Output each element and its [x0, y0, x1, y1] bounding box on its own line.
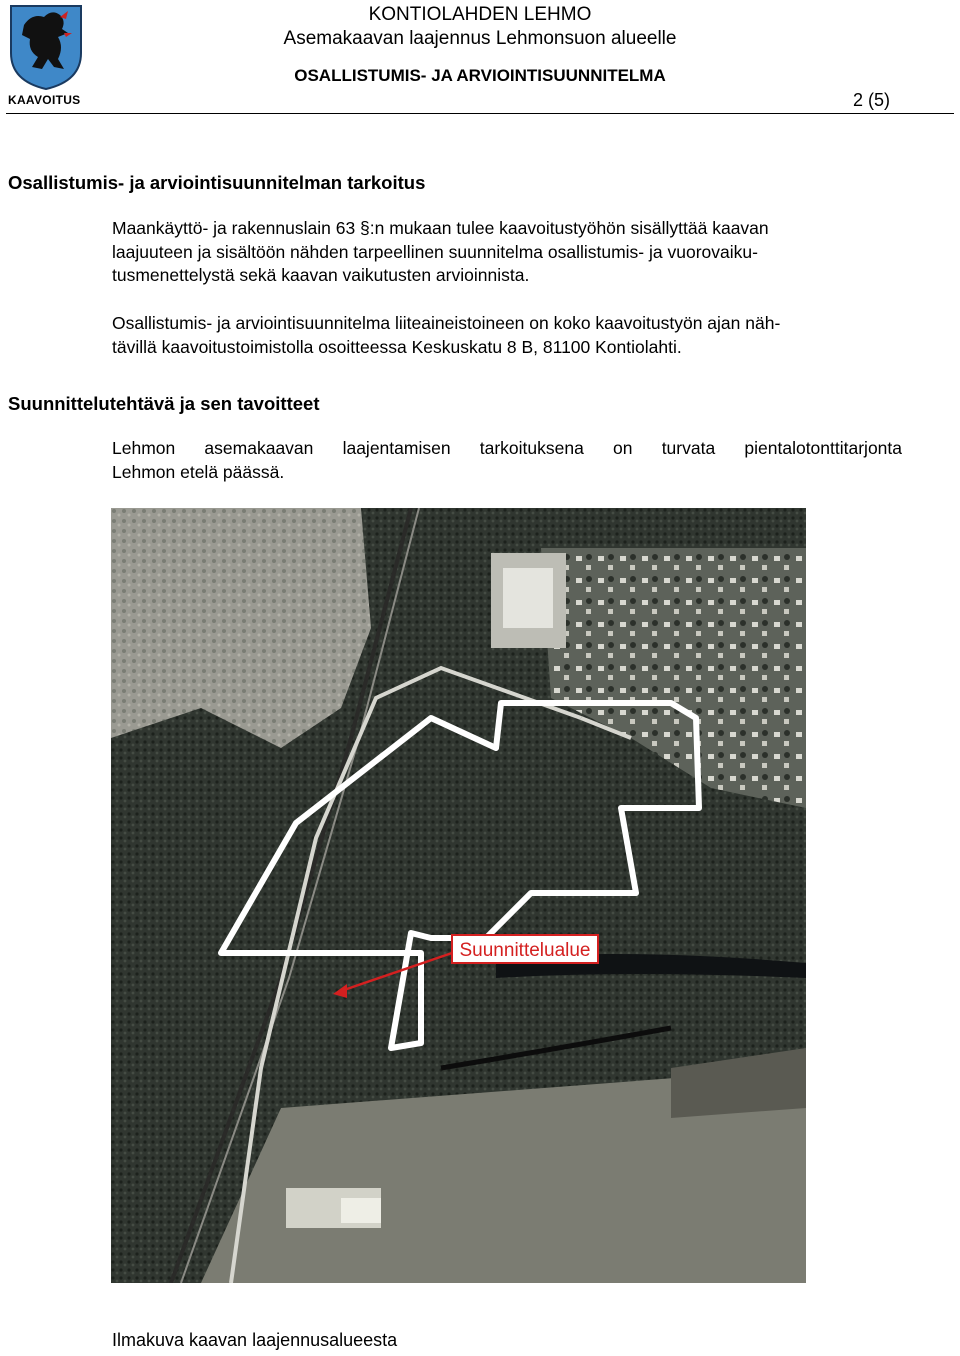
department-label: KAAVOITUS: [8, 93, 81, 107]
text-line: laajuuteen ja sisältöön nähden tarpeellinen suunnitelma osallistumis- ja vuorovaiku-: [112, 241, 758, 262]
paragraph-availability: [112, 312, 902, 359]
paragraph-legal-basis: [112, 217, 902, 288]
section-heading-goals: Suunnittelutehtävä ja sen tavoitteet: [8, 393, 320, 414]
document-subtitle: Asemakaavan laajennus Lehmonsuon alueelle: [283, 28, 677, 49]
annotation-label: Suunnittelualue: [459, 940, 591, 961]
text-line: Lehmon etelä päässä.: [112, 461, 285, 482]
paragraph-goals: [112, 437, 902, 484]
text-line: Lehmon asemakaavan laajentamisen tarkoituksena on turvata pientalotonttitarjonta: [112, 438, 902, 458]
document-type: OSALLISTUMIS- JA ARVIOINTISUUNNITELMA: [294, 66, 666, 85]
text-line: tusmenettelystä sekä kaavan vaikutusten arvioinnista.: [112, 265, 530, 285]
page-number: 2 (5): [852, 90, 890, 110]
document-title: KONTIOLAHDEN LEHMO: [368, 4, 592, 25]
text-line: tävillä kaavoitustoimistolla osoitteessa Keskuskatu 8 B, 81100 Kontiolahti.: [112, 336, 682, 357]
header-divider: [6, 113, 954, 114]
photo-caption: Ilmakuva kaavan laajennusalueesta: [112, 1330, 398, 1350]
text-line: Maankäyttö- ja rakennuslain 63 §:n mukaan tulee kaavoitustyöhön sisällyttää kaavan: [112, 218, 769, 238]
section-heading-purpose: Osallistumis- ja arviointisuunnitelman tarkoitus: [8, 172, 426, 193]
aerial-photo: [111, 508, 806, 1283]
text-line: Osallistumis- ja arviointisuunnitelma liiteaineistoineen on koko kaavoitustyön ajan näh-: [112, 313, 781, 333]
